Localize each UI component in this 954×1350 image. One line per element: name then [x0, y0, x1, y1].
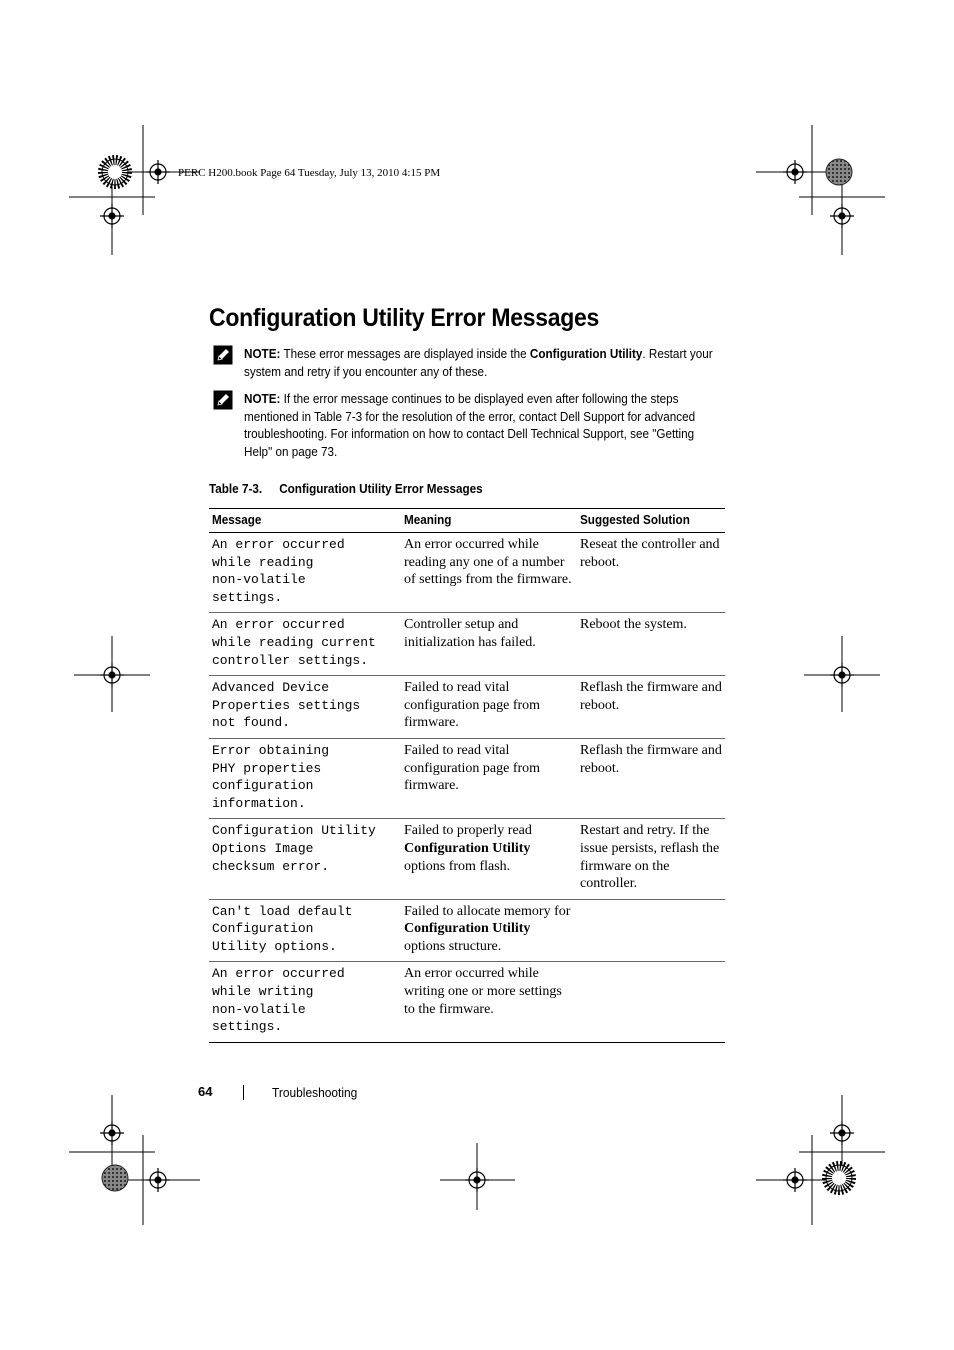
printer-slug-line: PERC H200.book Page 64 Tuesday, July 13, 2010 4:15 PM [178, 167, 441, 179]
footer-divider [243, 1085, 244, 1100]
error-message-cell: Advanced Device Properties settings not found. [209, 676, 401, 739]
note-1 [213, 345, 733, 380]
suggested-solution-cell: Reboot the system. [577, 613, 725, 676]
text-run: An error occurred while reading any one of a number of settings from the firmware. [404, 537, 572, 588]
ui-term: Configuration Utility [529, 346, 643, 361]
footer-section-name: Troubleshooting [272, 1085, 358, 1100]
note-2 [213, 390, 733, 460]
note-label: NOTE: [244, 346, 281, 361]
table-row [209, 819, 725, 899]
error-message-cell: An error occurred while writing non-volatile settings. [209, 962, 401, 1042]
text-run: options from flash. [404, 858, 511, 874]
page-number: 64 [198, 1084, 213, 1099]
suggested-solution-cell: Restart and retry. If the issue persists, reflash the firmware on the controller. [577, 819, 725, 899]
pencil-note-icon [213, 390, 233, 410]
text-run: Controller setup and initialization has failed. [404, 617, 536, 650]
header-suggested-solution: Suggested Solution [577, 509, 725, 533]
text-run: Failed to read vital configuration page from firmware. [404, 742, 541, 794]
error-message-cell: An error occurred while reading non-volatile settings. [209, 533, 401, 613]
table-row [209, 613, 725, 676]
table-row [209, 962, 725, 1042]
table-row [209, 899, 725, 962]
table-row [209, 738, 725, 818]
ui-term: Configuration Utility [404, 921, 531, 937]
text-run: Failed to properly read [404, 823, 532, 839]
note-text [244, 390, 721, 460]
text-run: If the error message continues to be displayed even after following the steps mentioned in Table 7-3 for the resolution of the error, contact Dell Support for advanced troubleshooting. For information on how to contact Dell Technical Support, see "Getting Help" on page 73. [244, 391, 696, 459]
suggested-solution-cell: Reflash the firmware and reboot. [577, 738, 725, 818]
table-caption-title: Configuration Utility Error Messages [279, 481, 483, 496]
suggested-solution-cell [577, 962, 725, 1042]
header-message: Message [209, 509, 401, 533]
table-body [209, 533, 725, 1043]
text-run: options structure. [404, 938, 502, 954]
table-caption [209, 481, 483, 496]
page-title: Configuration Utility Error Messages [209, 304, 600, 332]
note-text [244, 345, 721, 380]
text-run: These error messages are displayed inside the [280, 346, 530, 361]
text-run: Failed to read vital configuration page from firmware. [404, 680, 541, 731]
suggested-solution-cell: Reseat the controller and reboot. [577, 533, 725, 613]
meaning-cell [401, 676, 577, 739]
meaning-cell [401, 738, 577, 818]
pencil-note-icon [213, 345, 233, 365]
meaning-cell [401, 819, 577, 899]
header-meaning: Meaning [401, 509, 577, 533]
table-row [209, 533, 725, 613]
error-message-cell: An error occurred while reading current controller settings. [209, 613, 401, 676]
meaning-cell [401, 533, 577, 613]
error-message-cell: Can't load default Configuration Utility options. [209, 899, 401, 962]
error-message-cell: Configuration Utility Options Image checksum error. [209, 819, 401, 899]
meaning-cell [401, 613, 577, 676]
table-row [209, 676, 725, 739]
meaning-cell [401, 962, 577, 1042]
text-run: Failed to allocate memory for [404, 903, 571, 919]
error-messages-table [209, 508, 725, 1043]
ui-term: Configuration Utility [404, 840, 531, 856]
meaning-cell [401, 899, 577, 962]
error-message-cell: Error obtaining PHY properties configuration information. [209, 738, 401, 818]
text-run: An error occurred while writing one or more settings to the firmware. [404, 966, 562, 1017]
text-run: . Restart your system and retry if you encounter any of these. [244, 346, 713, 379]
suggested-solution-cell [577, 899, 725, 962]
table-header-row [209, 509, 725, 533]
note-label: NOTE: [244, 391, 281, 406]
table-caption-number: Table 7-3. [209, 481, 263, 496]
suggested-solution-cell: Reflash the firmware and reboot. [577, 676, 725, 739]
